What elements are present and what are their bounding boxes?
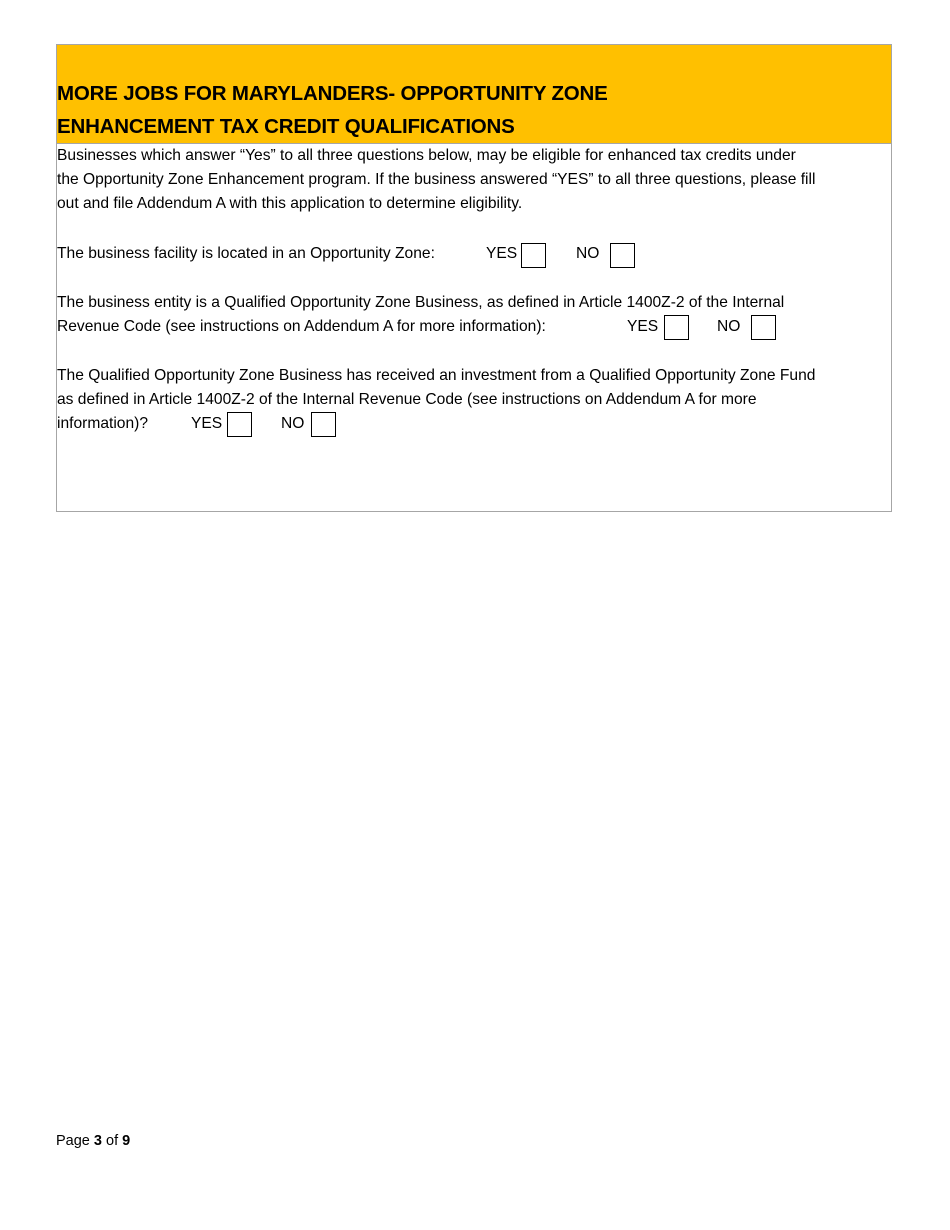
opportunity-zone-form-section xyxy=(56,44,892,512)
question-3-text-line-2: as defined in Article 1400Z-2 of the Internal Revenue Code (see instructions on Addendum A for more xyxy=(57,391,757,408)
intro-line-1: Businesses which answer “Yes” to all three questions below, may be eligible for enhanced tax credits under xyxy=(57,147,796,164)
question-3-text-line-3: information)? xyxy=(57,415,149,432)
total-pages: 9 xyxy=(122,1133,131,1149)
question-2-text-line-1: The business entity is a Qualified Opportunity Zone Business, as defined in Article 1400Z-2 of the Internal xyxy=(57,294,785,311)
question-3-no-label: NO xyxy=(281,415,305,432)
page-number xyxy=(56,1132,130,1150)
question-3-no-checkbox[interactable] xyxy=(311,412,336,437)
question-3-yes-label: YES xyxy=(191,415,223,432)
question-1-yes-checkbox[interactable] xyxy=(521,243,546,268)
page-of: of xyxy=(106,1133,119,1149)
current-page: 3 xyxy=(93,1133,102,1149)
question-3-yes-checkbox[interactable] xyxy=(227,412,252,437)
question-2-no-label: NO xyxy=(717,318,741,335)
question-2-text-line-2: Revenue Code (see instructions on Addendum A for more information): xyxy=(57,318,546,335)
intro-line-2: the Opportunity Zone Enhancement program. If the business answered “YES” to all three questions, please fill xyxy=(57,171,816,188)
question-1-no-checkbox[interactable] xyxy=(610,243,635,268)
question-1-text: The business facility is located in an Opportunity Zone: xyxy=(57,245,435,262)
page-prefix: Page xyxy=(56,1133,90,1149)
question-2-yes-label: YES xyxy=(627,318,659,335)
question-1-yes-label: YES xyxy=(486,245,518,262)
section-title-line-1: MORE JOBS FOR MARYLANDERS- OPPORTUNITY ZONE xyxy=(57,82,608,105)
section-title-line-2: ENHANCEMENT TAX CREDIT QUALIFICATIONS xyxy=(57,115,515,138)
intro-line-3: out and file Addendum A with this application to determine eligibility. xyxy=(57,195,523,212)
section-header xyxy=(57,45,891,144)
question-3-text-line-1: The Qualified Opportunity Zone Business has received an investment from a Qualified Opportunity Zone Fund xyxy=(57,367,816,384)
question-1-no-label: NO xyxy=(576,245,600,262)
question-2-no-checkbox[interactable] xyxy=(751,315,776,340)
question-2-yes-checkbox[interactable] xyxy=(664,315,689,340)
